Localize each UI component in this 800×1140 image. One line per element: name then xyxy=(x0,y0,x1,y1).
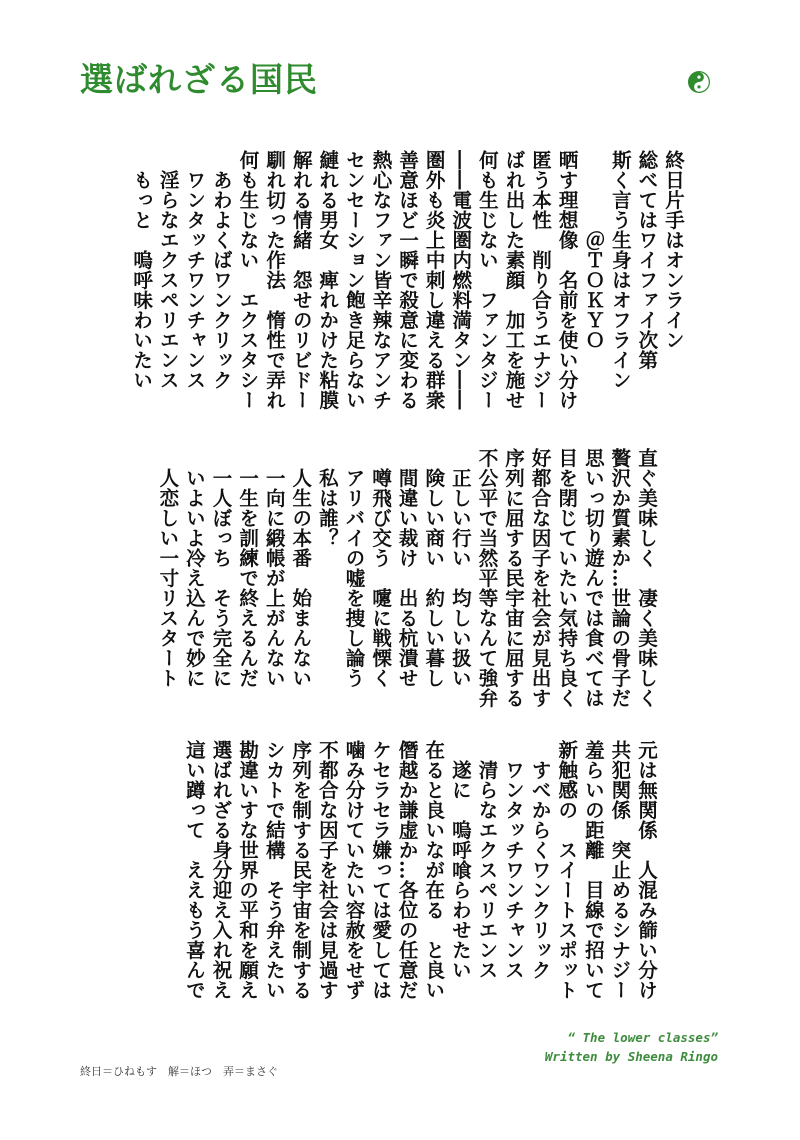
page-title: 選ばれざる国民 xyxy=(80,60,318,99)
verse-line: 僭越か謙虚か…各位の任意だ xyxy=(395,740,419,1000)
verse-line: すべからくワンクリック xyxy=(528,740,552,980)
verse-line: 直ぐ美味しく 凄く美味しく xyxy=(635,448,658,708)
song-title-english: “ The lower classes” xyxy=(567,1030,718,1045)
verse-line: 何も生じない エクスタシー xyxy=(236,150,260,410)
verse-line: 不公平で当然平等なんて強弁 xyxy=(475,448,499,708)
verse-block-3 xyxy=(180,740,659,1000)
verse-line: 噂飛び交う 嚔に戦慄く xyxy=(369,448,393,688)
verse-line: ばれ出した素顔 加工を施せ xyxy=(502,150,526,410)
verse-line: 淫らなエクスペリエンス xyxy=(156,150,180,390)
verse-line: 正しい行い 均しい扱い xyxy=(448,448,472,688)
verse-line: ワンタッチワンチャンス xyxy=(502,740,526,980)
verse-line: 馴れ切った作法 惰性で弄れ xyxy=(263,150,287,410)
verse-line: 選ばれざる身分迎え入れ祝え xyxy=(209,740,233,1000)
verse-line: 一生を訓練で終えるんだ xyxy=(236,448,260,688)
verse-line: 何も生じない ファンタジー xyxy=(475,150,499,410)
verse-line: 這い蹲って ええもう喜んで xyxy=(182,740,206,1000)
verse-block-2 xyxy=(154,448,659,708)
verse-line: 間違い裁け 出る杭潰せ xyxy=(395,448,419,688)
verse-line: 人恋しい一寸リスタート xyxy=(156,448,180,688)
verse-line: 熱心なファン皆辛辣なアンチ xyxy=(369,150,393,410)
verse-line: シカトで結構 そう弁えたい xyxy=(262,740,286,1000)
verse-line: 思いっ切り遊んでは食べては xyxy=(581,448,605,708)
verse-line: センセーション飽き足らない xyxy=(342,150,366,410)
verse-line: 羞らいの距離 目線で招いて xyxy=(581,740,605,1000)
verse-line: ＠ＴＯＫＹＯ xyxy=(582,150,606,350)
verse-line: いよいよ冷え込んで妙に xyxy=(182,448,206,688)
author-credit: Written by Sheena Ringo xyxy=(544,1049,718,1064)
verse-line: 圏外も炎上中刺し違える群衆 xyxy=(422,150,446,410)
verse-line: 人生の本番 始まんない xyxy=(289,448,313,688)
verse-line: 噛み分けていたい容赦をせず xyxy=(342,740,366,1000)
verse-line: 斯く言う生身はオフライン xyxy=(608,150,632,390)
verse-line: あわよくばワンクリック xyxy=(209,150,233,390)
verse-line: ケセラセラ嫌っては愛しては xyxy=(369,740,393,1000)
verse-line: 一向に緞帳が上がんない xyxy=(262,448,286,688)
verse-line: 序列に屈する民宇宙に屈する xyxy=(502,448,526,708)
verse-block-1 xyxy=(128,150,686,410)
verse-line: 在ると良いなが在る と良い xyxy=(422,740,446,1000)
verse-line: 一人ぼっち そう完全に xyxy=(209,448,233,688)
verse-line: 清らなエクスペリエンス xyxy=(475,740,499,980)
yin-yang-icon xyxy=(687,70,711,94)
verse-line: もっと 嗚呼味わいたい xyxy=(130,150,154,390)
verse-line: 勘違いすな世界の平和を願え xyxy=(236,740,260,1000)
verse-line: アリバイの嘘を捜し論う xyxy=(342,448,366,688)
verse-line: 縺れる男女 痺れかけた粘膜 xyxy=(316,150,340,410)
verse-line: 終日片手はオンライン xyxy=(662,150,685,350)
verse-line: 晒す理想像 名前を使い分け xyxy=(555,150,579,410)
reading-footnote: 終日＝ひねもす 解＝ほつ 弄＝まさぐ xyxy=(80,1065,278,1078)
verse-line: 共犯関係 突止めるシナジー xyxy=(608,740,632,1000)
verse-line: 元は無関係 人混み篩い分け xyxy=(635,740,658,1000)
verse-line: 新触感の スイートスポット xyxy=(555,740,579,1000)
verse-line: 善意ほど一瞬で殺意に変わる xyxy=(396,150,420,410)
verse-line: 目を閉じていたい気持ち良く xyxy=(555,448,579,708)
verse-line: 総べてはワイファイ次第 xyxy=(635,150,659,370)
verse-line: 贅沢か質素か…世論の骨子だ xyxy=(608,448,632,708)
verse-line: 遂に 嗚呼喰らわせたい xyxy=(448,740,472,980)
credit xyxy=(545,1028,718,1066)
verse-line: 私は誰？ xyxy=(315,448,339,548)
verse-line: 好都合な因子を社会が見出す xyxy=(528,448,552,708)
verse-line: 匿う本性 削り合うエナジー xyxy=(529,150,553,410)
verse-line: ワンタッチワンチャンス xyxy=(183,150,207,390)
verse-line: 解れる情緒 怨せのリビドー xyxy=(289,150,313,410)
verse-line: 序列を制する民宇宙を制する xyxy=(289,740,313,1000)
verse-line: ――電波圏内燃料満タン―― xyxy=(449,150,473,410)
verse-line: 険しい商い 約しい暮し xyxy=(422,448,446,688)
verse-line: 不都合な因子を社会は見過す xyxy=(315,740,339,1000)
